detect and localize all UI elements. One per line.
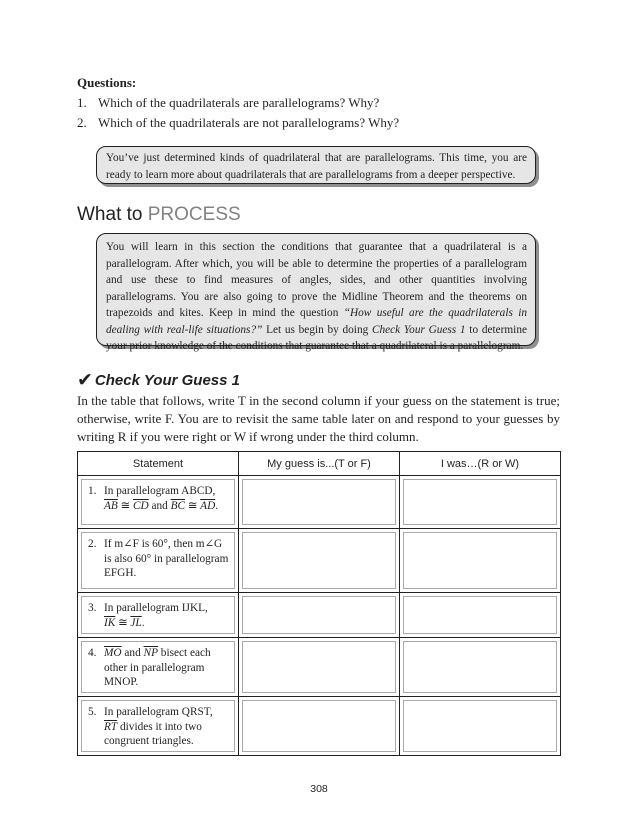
question-text: Which of the quadrilaterals are not parallelograms? Why? [98, 115, 400, 130]
activity-title [77, 369, 240, 392]
statement-number: 1. [88, 485, 97, 497]
congruent-symbol: ≅ [117, 499, 133, 512]
punctuation: . [215, 499, 219, 512]
statement-cell [81, 641, 235, 693]
question-number: 2. [77, 115, 87, 130]
segment-label: $\overline{IK}$ [104, 616, 116, 629]
segment-label: $\overline{NP}$ [143, 647, 158, 659]
conjunction: and [148, 499, 171, 512]
guess-cell[interactable] [239, 638, 400, 697]
check-icon: ✔ [77, 370, 93, 391]
callout-text: Let us begin by doing [262, 323, 372, 336]
segment-label: $\overline{BC}$ [170, 499, 186, 512]
result-cell[interactable] [400, 593, 561, 638]
guess-cell[interactable] [239, 697, 400, 756]
segment-label: $\overline{RT}$ [104, 720, 118, 733]
section-heading-accent: PROCESS [147, 204, 241, 225]
activity-title-text: Check Your Guess 1 [94, 372, 240, 389]
statement-text [104, 484, 218, 520]
question-number: 1. [77, 95, 87, 110]
statement-number: 5. [88, 706, 97, 718]
conjunction: and [121, 647, 144, 659]
statement-text [104, 646, 230, 688]
table-row [78, 476, 561, 529]
section-heading-main: What to [77, 204, 148, 225]
guess-cell[interactable] [239, 476, 400, 529]
segment-label: $\overline{MO}$ [104, 647, 122, 659]
header-statement: Statement [78, 452, 239, 476]
result-cell[interactable] [400, 529, 561, 593]
process-callout [96, 233, 536, 352]
activity-instructions: In the table that follows, write T in the second column if your guess on the statement is true; otherwise, write F. You are to revisit the same table later on and respond to your guesses by writing R if you were right or W if wrong under the third column. [77, 393, 560, 444]
table-row [78, 529, 561, 593]
statement-text [104, 601, 208, 629]
section-heading [77, 204, 241, 226]
statement-rest: divides it into two congruent triangles. [104, 720, 202, 747]
callout-quote: “How useful are the quadrilaterals in dealing with real-life situations?” [106, 307, 528, 336]
table-row [78, 638, 561, 697]
questions-heading: Questions: [77, 75, 137, 90]
guess-cell[interactable] [239, 593, 400, 638]
statement-line: In parallelogram IJKL, [104, 602, 208, 614]
callout-text: You will learn in this section the conditions that guarantee that a quadrilateral is a parallelogram. After which, you will be able to determine the properties of a parallelogram and use these to find measures of angles, sides, and other quantities involving parallelograms. You are also going to prove the Midline Theorem and the theorems on trapezoids and kites. Keep in mind the question [106, 241, 527, 319]
result-cell[interactable] [400, 697, 561, 756]
guess-table [77, 451, 561, 756]
result-cell[interactable] [400, 638, 561, 697]
statement-number: 4. [88, 647, 97, 659]
question-2 [77, 115, 399, 131]
table-header-row [78, 452, 561, 476]
statement-cell [81, 700, 235, 752]
table-row [78, 593, 561, 638]
segment-label: $\overline{AD}$ [200, 499, 216, 512]
congruent-symbol: ≅ [185, 499, 201, 512]
statement-number: 3. [88, 602, 97, 614]
statement-text: If m∠F is 60°, then m∠G is also 60° in parallelogram EFGH. [104, 538, 229, 579]
statement-text [104, 705, 230, 747]
question-1 [77, 95, 379, 111]
statement-cell [81, 532, 235, 589]
segment-label: $\overline{CD}$ [132, 499, 149, 512]
statement-line: In parallelogram QRST, [104, 706, 213, 718]
statement-number: 2. [88, 538, 97, 550]
header-i-was: I was…(R or W) [400, 452, 561, 476]
page-number: 308 [310, 783, 328, 795]
intro-callout: You’ve just determined kinds of quadrilateral that are parallelograms. This time, you are ready to learn more about quadrilaterals that are parallelograms from a deeper perspective. [96, 146, 536, 184]
guess-cell[interactable] [239, 529, 400, 593]
header-my-guess: My guess is...(T or F) [239, 452, 400, 476]
question-text: Which of the quadrilaterals are parallelograms? Why? [98, 95, 380, 110]
callout-text: to determine your prior knowledge of the conditions that guarantee that a quadrilateral is a parallelogram. [106, 323, 527, 352]
congruent-symbol: ≅ [115, 616, 131, 629]
callout-activity-ref: Check Your Guess 1 [371, 323, 466, 336]
punctuation: . [141, 616, 145, 629]
table-row [78, 697, 561, 756]
statement-cell [81, 479, 235, 525]
result-cell[interactable] [400, 476, 561, 529]
statement-rest: bisect each other in parallelogram MNOP. [104, 647, 211, 688]
segment-label: $\overline{AB}$ [104, 499, 118, 512]
statement-cell [81, 596, 235, 634]
statement-line: In parallelogram ABCD, [104, 485, 216, 497]
segment-label: $\overline{JL}$ [130, 616, 142, 629]
